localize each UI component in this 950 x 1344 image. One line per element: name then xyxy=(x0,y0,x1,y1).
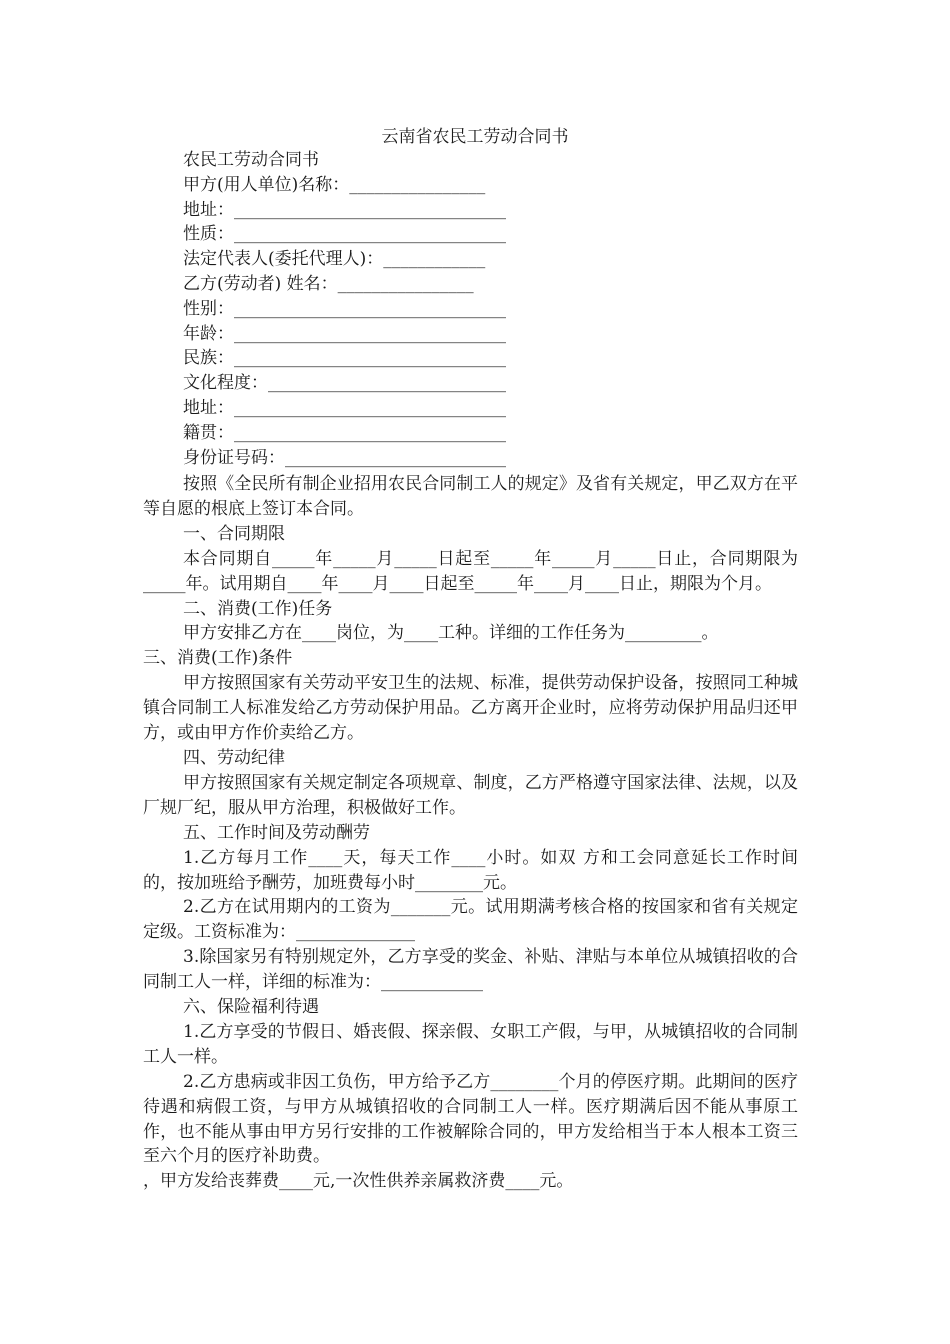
party-b-name-line: 乙方(劳动者) 姓名：________________ xyxy=(183,273,474,294)
legal-representative-line: 法定代表人(委托代理人)：____________ xyxy=(183,249,486,270)
preamble-paragraph: 按照《全民所有制企业招用农民合同制工人的规定》及省有关规定，甲乙双方在平等自愿的根底上签订本合同。 xyxy=(143,474,798,519)
contract-body xyxy=(143,472,798,1194)
party-b-address-line: 地址：________________________________ xyxy=(183,397,506,418)
party-b-native-place-line: 籍贯：________________________________ xyxy=(183,422,506,443)
funeral-allowance-line: ，甲方发给丧葬费____元,一次性供养亲属救济费____元。 xyxy=(143,1171,574,1192)
party-a-nature-line: 性质：________________________________ xyxy=(183,224,506,245)
section-heading-term: 一、合同期限 xyxy=(183,523,285,544)
conditions-paragraph: 甲方按照国家有关劳动平安卫生的法规、标准，提供劳动保护设备，按照同工种城镇合同制工人标准发给乙方劳动保护用品。乙方离开企业时，应将劳动保护用品归还甲方，或由甲方作价卖给乙方。 xyxy=(143,673,798,744)
party-info-block xyxy=(143,148,798,470)
task-paragraph: 甲方安排乙方在____岗位，为____工种。详细的工作任务为_________。 xyxy=(183,623,719,644)
section-heading-conditions: 三、消费(工作)条件 xyxy=(143,648,293,669)
hours-pay-item-3: 3.除国家另有特别规定外，乙方享受的奖金、补贴、津贴与本单位从城镇招收的合同制工人一样，详细的标准为：____________ xyxy=(143,947,798,993)
section-heading-hours-pay: 五、工作时间及劳动酬劳 xyxy=(183,822,370,843)
party-b-ethnicity-line: 民族：________________________________ xyxy=(183,348,506,369)
document-title: 云南省农民工劳动合同书 xyxy=(381,127,569,147)
discipline-paragraph: 甲方按照国家有关规定制定各项规章、制度，乙方严格遵守国家法律、法规，以及厂规厂纪，服从甲方治理，积极做好工作。 xyxy=(143,772,798,818)
party-a-address-line: 地址：________________________________ xyxy=(183,199,506,220)
insurance-item-2: 2.乙方患病或非因工负伤，甲方给予乙方________个月的停医疗期。此期间的医疗待遇和病假工资，与甲方从城镇招收的合同制工人一样。医疗期满后因不能从事原工作，也不能从事由甲方另行安排的工作被解除合同的，甲方发给相当于本人根本工资三至六个月的医疗补助费。 xyxy=(143,1071,798,1167)
term-paragraph: 本合同期自_____年_____月_____日起至_____年_____月_____日止，合同期限为_____年。试用期自____年____月____日起至_____年____月____日止，期限为个月。 xyxy=(143,548,798,594)
party-b-education-line: 文化程度：____________________________ xyxy=(183,373,506,394)
section-heading-insurance: 六、保险福利待遇 xyxy=(183,997,319,1018)
hours-pay-item-1: 1.乙方每月工作____天，每天工作____小时。如双 方和工会同意延长工作时间的，按加班给予酬劳，加班费每小时________元。 xyxy=(143,847,798,893)
party-b-gender-line: 性别：________________________________ xyxy=(183,298,506,319)
section-heading-task: 二、消费(工作)任务 xyxy=(183,598,333,619)
party-b-age-line: 年龄：________________________________ xyxy=(183,323,506,344)
section-heading-discipline: 四、劳动纪律 xyxy=(183,747,285,768)
party-b-id-number-line: 身份证号码：__________________________ xyxy=(183,447,506,468)
party-a-name-line: 甲方(用人单位)名称：________________ xyxy=(183,174,486,195)
insurance-item-1: 1.乙方享受的节假日、婚丧假、探亲假、女职工产假，与甲，从城镇招收的合同制工人一样。 xyxy=(143,1021,798,1067)
contract-subtitle: 农民工劳动合同书 xyxy=(183,150,319,170)
hours-pay-item-2: 2.乙方在试用期内的工资为_______元。试用期满考核合格的按国家和省有关规定定级。工资标准为：______________ xyxy=(143,897,798,943)
